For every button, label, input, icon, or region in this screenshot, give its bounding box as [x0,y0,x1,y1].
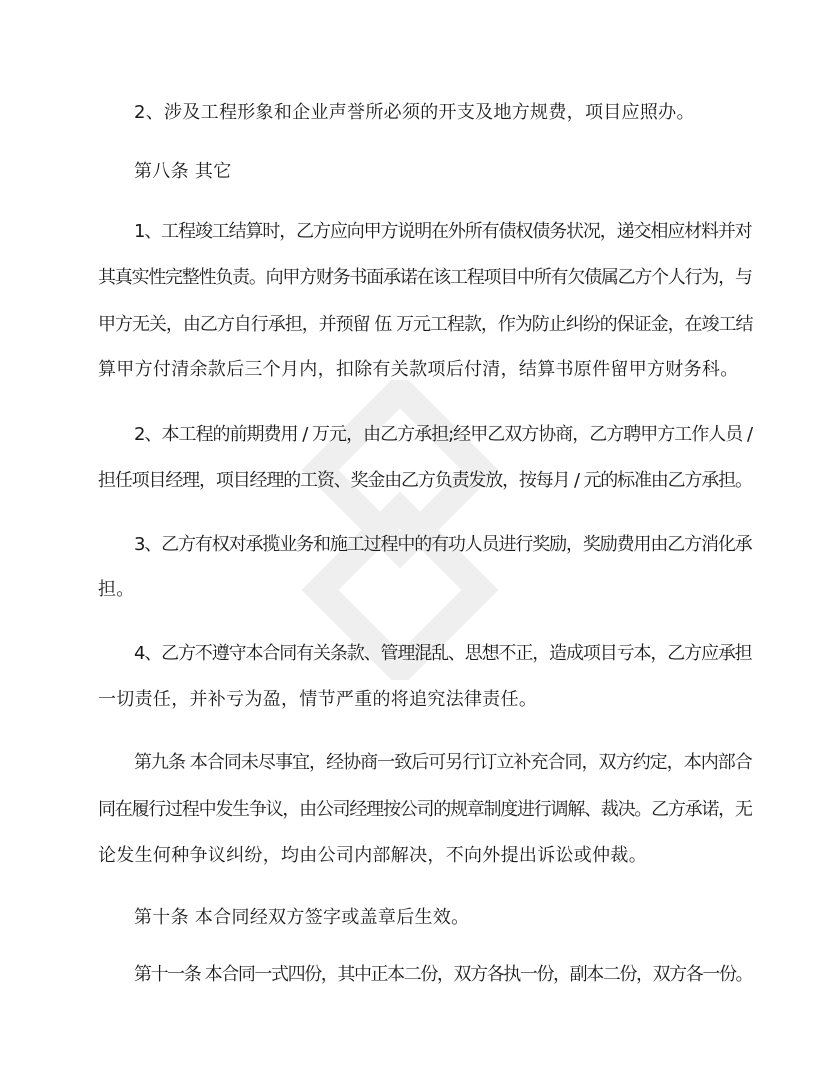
paragraph-line: 第十一条 本合同一式四份，其中正本二份，双方各执一份，副本二份，双方各一份。 [134,964,753,985]
paragraph-line: 算甲方付清余款后三个月内，扣除有关款项后付清，结算书原件留甲方财务科。 [98,359,739,380]
paragraph-line: 4、乙方不遵守本合同有关条款、管理混乱、思想不正，造成项目亏本，乙方应承担 [134,643,752,664]
paragraph-line: 担。 [98,579,135,600]
paragraph-line: 同在履行过程中发生争议，由公司经理按公司的规章制度进行调解、裁决。乙方承诺，无 [98,799,752,820]
paragraph-line: 1、工程竣工结算时，乙方应向甲方说明在外所有债权债务状况，递交相应材料并对 [134,221,752,242]
section-heading: 第八条 其它 [134,161,232,182]
paragraph-line: 甲方无关，由乙方自行承担，并预留 伍 万元工程款，作为防止纠纷的保证金，在竣工结 [98,314,753,335]
paragraph-line: 第十条 本合同经双方签字或盖章后生效。 [134,907,470,928]
paragraph-line: 其真实性完整性负责。向甲方财务书面承诺在该工程项目中所有欠债属乙方个人行为，与 [98,267,752,288]
paragraph-line: 第九条 本合同未尽事宜，经协商一致后可另行订立补充合同，双方约定，本内部合 [134,752,752,773]
paragraph-line: 3、乙方有权对承揽业务和施工过程中的有功人员进行奖励，奖励费用由乙方消化承 [134,534,752,555]
paragraph-line: 论发生何种争议纠纷，均由公司内部解决，不向外提出诉讼或仲裁。 [98,845,647,866]
paragraph-line: 2、涉及工程形象和企业声誉所必须的开支及地方规费，项目应照办。 [134,102,695,123]
paragraph-line: 一切责任，并补亏为盈，情节严重的将追究法律责任。 [98,689,538,710]
paragraph-line: 担任项目经理，项目经理的工资、奖金由乙方负责发放，按每月 / 元的标准由乙方承担。 [98,470,752,491]
paragraph-line: 2、本工程的前期费用 / 万元，由乙方承担;经甲乙双方协商，乙方聘甲方工作人员 / [134,424,753,445]
